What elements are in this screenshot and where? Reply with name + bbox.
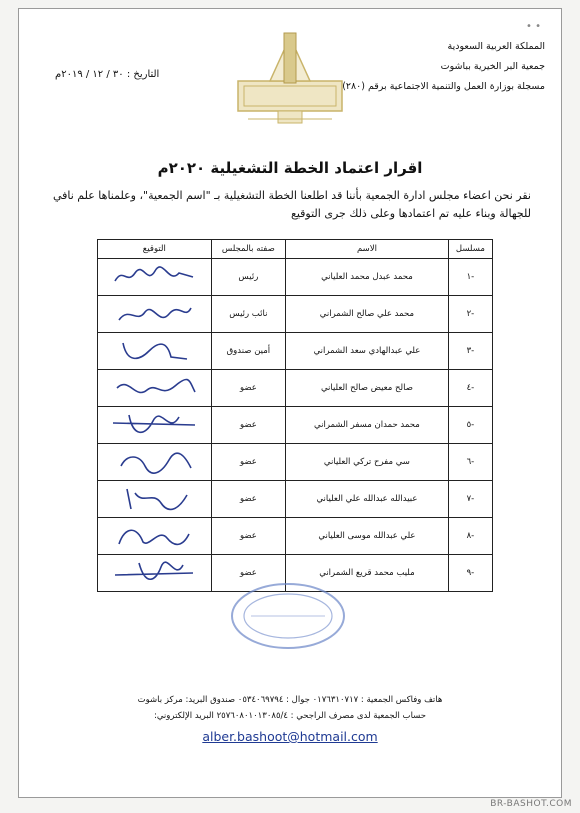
signature-cell [98,333,212,370]
row-role: عضو [211,444,285,481]
col-header-role: صفته بالمجلس [211,240,285,259]
handwritten-signature [109,263,199,291]
signature-cell [98,407,212,444]
row-role: رئيس [211,259,285,296]
table-row [98,333,493,370]
row-name: سي مفرح تركي العلياني [286,444,449,481]
col-header-signature: التوقيع [98,240,212,259]
handwritten-signature [109,559,199,587]
row-role: نائب رئيس [211,296,285,333]
row-role: عضو [211,555,285,592]
site-watermark: BR-BASHOT.COM [490,799,572,809]
row-no: -٥ [448,407,492,444]
row-role: أمين صندوق [211,333,285,370]
row-name: علي عبدالهادي سعد الشمراني [286,333,449,370]
signature-cell [98,296,212,333]
header-line-3: مسجلة بوزارة العمل والتنمية الاجتماعية برقم (٢٨٠) [342,81,545,92]
header-line-2: جمعية البر الخيرية بباشوت [440,61,545,72]
table-row [98,518,493,555]
association-logo [234,31,346,131]
row-name: محمد حمدان مسفر الشمراني [286,407,449,444]
col-header-no: مسلسل [448,240,492,259]
table-row [98,481,493,518]
row-no: -١ [448,259,492,296]
official-stamp [229,581,347,651]
row-role: عضو [211,481,285,518]
signature-cell [98,518,212,555]
header-line-1: المملكة العربية السعودية [447,41,545,52]
row-no: -٢ [448,296,492,333]
intro-paragraph: نقر نحن اعضاء مجلس ادارة الجمعية بأننا قد اطلعنا الخطة التشغيلية بـ "اسم الجمعية"، وعلمناها علم نافي للجهالة وبناء عليه تم اعتمادها وعلى ذلك جرى التوقيع [52,189,531,220]
signature-cell [98,370,212,407]
table-row [98,370,493,407]
row-name: محمد عبدل محمد العلياني [286,259,449,296]
row-role: عضو [211,370,285,407]
handwritten-signature [109,522,199,550]
row-no: -٨ [448,518,492,555]
table-header-row [98,240,493,259]
table-row [98,259,493,296]
signature-cell [98,444,212,481]
signatures-table [97,239,493,592]
signature-cell [98,555,212,592]
handwritten-signature [109,300,199,328]
row-no: -٣ [448,333,492,370]
document-title: اقرار اعتماد الخطة التشغيلية ٢٠٢٠م [157,159,423,177]
col-header-name: الاسم [286,240,449,259]
handwritten-signature [109,448,199,476]
handwritten-signature [109,485,199,513]
row-role: عضو [211,518,285,555]
signature-cell [98,259,212,296]
row-name: عبيدالله عبدالله علي العلياني [286,481,449,518]
row-no: -٩ [448,555,492,592]
row-no: -٦ [448,444,492,481]
handwritten-signature [109,337,199,365]
footer-bank: حساب الجمعية لدى مصرف الراجحي : ٢٥٧٦٠٨٠١٠١٣٠٨٥/٤ البريد الإلكتروني: [153,711,426,721]
letterhead-right [342,37,545,97]
row-name: علي عبدالله موسى العلياني [286,518,449,555]
dots-icon: • • [526,21,541,32]
signature-cell [98,481,212,518]
row-no: -٧ [448,481,492,518]
email-link[interactable]: alber.bashoot@hotmail.com [202,729,378,744]
row-name: مليب محمد قريع الشمراني [286,555,449,592]
document-page [18,8,562,798]
document-date: التاريخ : ٣٠ / ١٢ / ٢٠١٩م [55,69,160,80]
row-role: عضو [211,407,285,444]
row-no: -٤ [448,370,492,407]
row-name: محمد علي صالح الشمراني [286,296,449,333]
handwritten-signature [109,411,199,439]
table-row [98,296,493,333]
row-name: صالح معيض صالح العلياني [286,370,449,407]
footer-contact: هاتف وفاكس الجمعية : ٠١٧٦٣١٠٧١٧ جوال : ٠٥٣٤٠٦٩٧٩٤ صندوق البريد: مركز باشوت [137,695,443,705]
table-row [98,444,493,481]
handwritten-signature [109,374,199,402]
table-row [98,407,493,444]
